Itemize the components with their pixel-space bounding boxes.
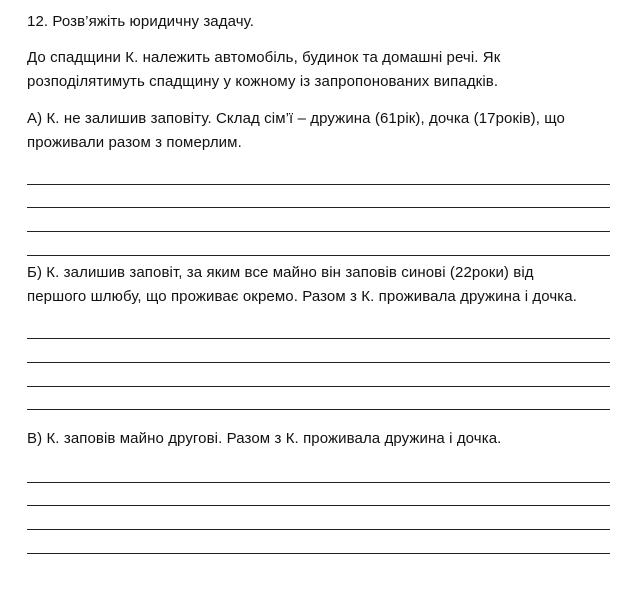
case-b-line-2: першого шлюбу, що проживає окремо. Разом з К. проживала дружина і дочка. (27, 288, 578, 305)
case-b-answer-line (27, 362, 610, 363)
task-intro-line-1: До спадщини К. належить автомобіль, будинок та домашні речі. Як (27, 49, 501, 66)
case-b-answer-line (27, 386, 610, 387)
case-c-answer-line (27, 529, 610, 530)
case-c-line-1: В) К. заповів майно другові. Разом з К. проживала дружина і дочка. (27, 430, 502, 447)
case-b-answer-line (27, 338, 610, 339)
case-b-line-1: Б) К. залишив заповіт, за яким все майно він заповів синові (22роки) від (27, 264, 534, 281)
case-c-answer-line (27, 505, 610, 506)
case-c-answer-line (27, 553, 610, 554)
case-a-answer-line (27, 231, 610, 232)
case-a-line-1: А) К. не залишив заповіту. Склад сім’ї – дружина (61рік), дочка (17років), що (27, 110, 565, 127)
case-a-answer-line (27, 207, 610, 208)
case-a-line-2: проживали разом з померлим. (27, 134, 242, 151)
task-intro-line-2: розподілятимуть спадщину у кожному із запропонованих випадків. (27, 73, 499, 90)
case-b-answer-line (27, 409, 610, 410)
case-c-answer-line (27, 482, 610, 483)
task-title: 12. Розв’яжіть юридичну задачу. (27, 13, 254, 30)
case-a-answer-line (27, 255, 610, 256)
case-a-answer-line (27, 184, 610, 185)
